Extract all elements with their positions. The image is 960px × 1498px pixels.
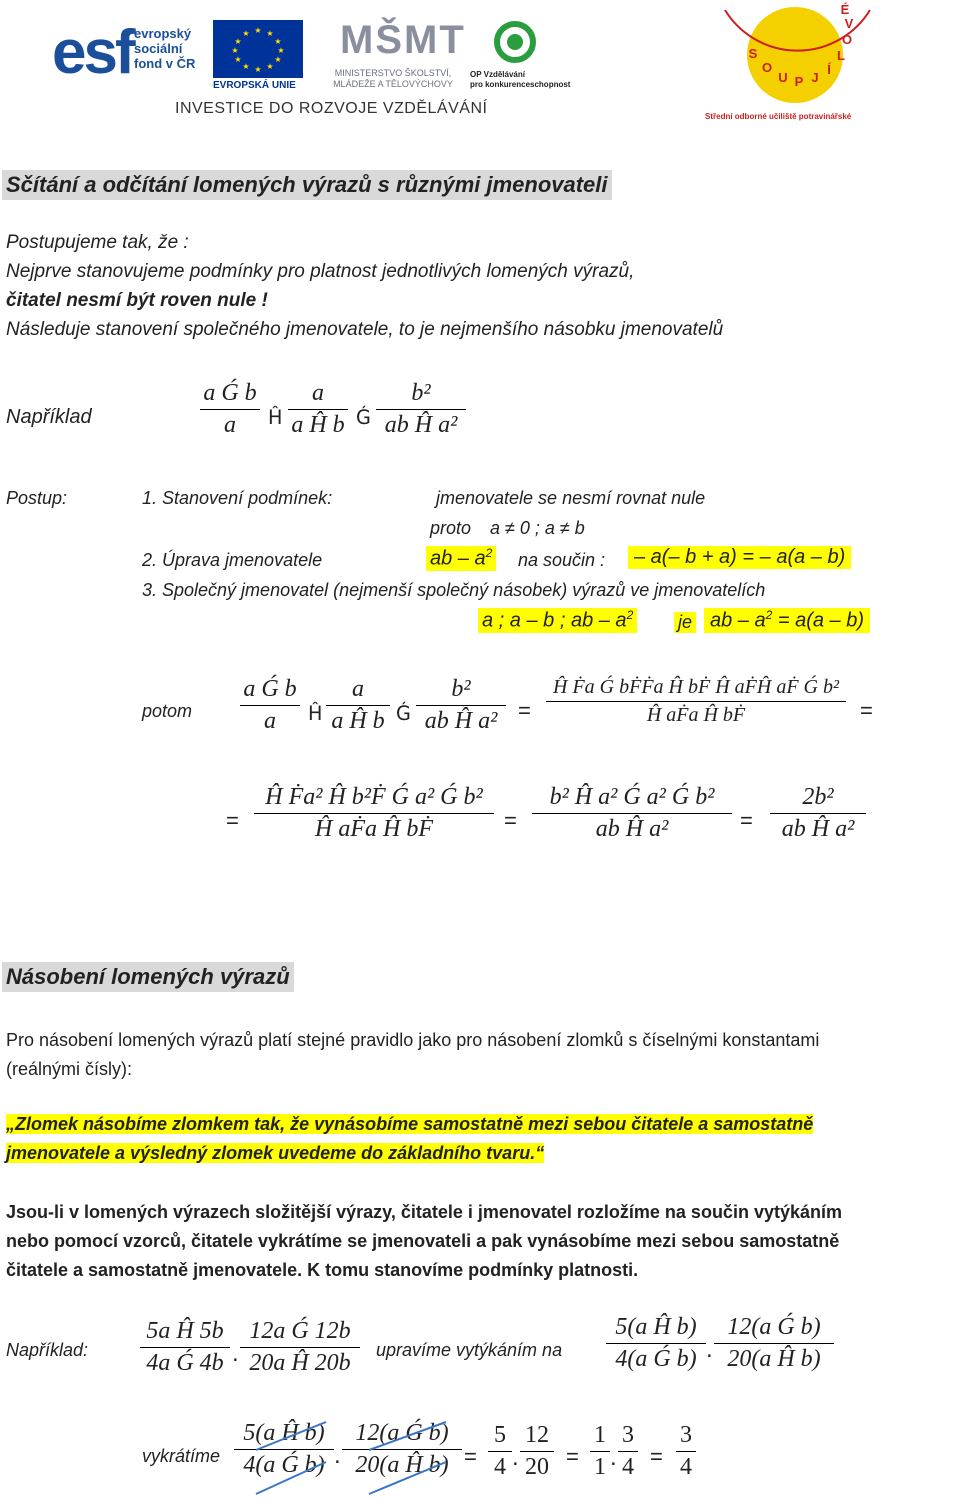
- multiply-dot: .: [706, 1336, 713, 1363]
- op-emblem-icon: [490, 20, 540, 65]
- equals-sign: =: [740, 808, 753, 833]
- svg-text:★: ★: [274, 55, 282, 64]
- equals-sign: =: [650, 1444, 663, 1469]
- esf-line2: sociální: [134, 41, 183, 56]
- factored-expression: [606, 1314, 926, 1394]
- intro-line3: čitatel nesmí být roven nule !: [6, 290, 268, 311]
- step3-result: ab – $a^2 = a(a - b)$: [704, 608, 870, 633]
- fraction-6: b² Ĥ a² Ǵ a² Ǵ b² ab Ĥ a²: [532, 784, 732, 843]
- op-line1: OP Vzdělávání: [470, 70, 525, 79]
- fraction-2: [288, 380, 348, 439]
- multiply-dot: .: [512, 1444, 519, 1471]
- equals-sign: =: [518, 698, 531, 723]
- fraction-2-num: a: [312, 380, 324, 406]
- msmt-line2: MLÁDEŽE A TĚLOVÝCHOVY: [333, 79, 453, 89]
- example-label: Například: [6, 406, 92, 428]
- n-fraction-2: 12 20: [520, 1422, 554, 1481]
- multiply-dot: .: [232, 1340, 239, 1367]
- eu-flag-icon: [213, 20, 303, 78]
- c-fraction-1: 5(a Ĥ b) 4(a Ǵ b): [234, 1420, 334, 1479]
- equals-sign: =: [226, 808, 239, 833]
- fraction-1-den: a: [224, 412, 236, 438]
- svg-text:É: É: [840, 2, 850, 17]
- soup-emblem-icon: [695, 0, 890, 130]
- intro-line4: Následuje stanovení společného jmenovatele, to je nejmenšího násobku jmenovatelů: [6, 319, 724, 340]
- soup-arc-text: Střední odborné učiliště potravinářské: [705, 112, 852, 121]
- numeric-expression: [464, 1422, 714, 1498]
- potom-fraction-2: a a Ĥ b: [326, 676, 390, 735]
- fraction-1: [200, 380, 260, 439]
- m-fraction-1: 5a Ĥ 5b 4a Ǵ 4b: [140, 1318, 230, 1377]
- svg-text:★: ★: [234, 55, 242, 64]
- op-logo: [470, 20, 585, 95]
- operator-minus: Ĥ: [308, 702, 323, 725]
- svg-text:P: P: [794, 74, 804, 89]
- second-equation: [220, 784, 950, 864]
- svg-text:V: V: [844, 16, 854, 31]
- svg-text:★: ★: [277, 46, 285, 55]
- section1-intro: [6, 228, 946, 344]
- fraction-1-num: a Ǵ b: [203, 380, 257, 406]
- msmt-line1: MINISTERSTVO ŠKOLSTVÍ,: [334, 68, 452, 78]
- svg-text:★: ★: [254, 26, 262, 35]
- svg-text:O: O: [761, 60, 773, 75]
- svg-text:★: ★: [266, 29, 274, 38]
- equals-sign: =: [464, 1444, 477, 1469]
- fraction-7: 2b² ab Ĥ a²: [770, 784, 866, 843]
- postup-label: Postup:: [6, 488, 68, 508]
- svg-text:★: ★: [254, 65, 262, 74]
- intro-line1: Postupujeme tak, že :: [6, 232, 189, 253]
- fraction-3-num: b²: [411, 380, 431, 406]
- equals-sign: =: [860, 698, 873, 723]
- n-fraction-4: 3 4: [618, 1422, 638, 1481]
- upravime-label: upravíme vytýkáním na: [376, 1340, 563, 1360]
- svg-text:O: O: [841, 32, 853, 47]
- step2-result: – a(– b + a) = – a(a – b): [628, 546, 851, 569]
- step1-value: jmenovatele se nesmí rovnat nule: [436, 488, 706, 508]
- section1-title: Sčítání a odčítání lomených výrazů s různými jmenovateli: [2, 170, 612, 200]
- fraction-2-den: a Ĥ b: [291, 412, 345, 438]
- section2-para1: Pro násobení lomených výrazů platí stejné pravidlo jako pro násobení zlomků s číselnými konstantami (reálnými čísly):: [6, 1030, 820, 1079]
- example2-expression: [140, 1318, 370, 1398]
- section2-title: Násobení lomených výrazů: [2, 962, 294, 992]
- step1-conditions: a ≠ 0 ; a ≠ b: [490, 518, 585, 538]
- msmt-letters: MŠMT: [340, 18, 466, 62]
- svg-text:★: ★: [242, 29, 250, 38]
- cancelled-expression: [234, 1420, 464, 1498]
- step3-label: 3. Společný jmenovatel (nejmenší společný násobek) výrazů ve jmenovatelích: [142, 580, 766, 600]
- logo-header: [0, 0, 960, 130]
- example-expression: [190, 380, 490, 460]
- fraction-3-den: ab Ĥ a²: [384, 412, 458, 438]
- operator-minus: Ĥ: [268, 406, 283, 429]
- step2-mid: na součin :: [518, 550, 606, 570]
- svg-text:Í: Í: [827, 62, 831, 77]
- eu-label: EVROPSKÁ UNIE: [213, 80, 296, 91]
- svg-text:U: U: [778, 70, 788, 85]
- svg-text:J: J: [811, 70, 819, 85]
- potom-expression: [230, 676, 950, 756]
- example2-label: Například:: [6, 1340, 89, 1360]
- svg-text:★: ★: [242, 62, 250, 71]
- equals-sign: =: [504, 808, 517, 833]
- potom-label: potom: [142, 701, 193, 721]
- potom-fraction-4: Ĥ Ḟa Ǵ bḞḞa Ĥ bḞ Ĥ aḞĤ aḞ Ǵ b² Ĥ aḞa Ĥ bḞ: [546, 676, 846, 727]
- m-fraction-2: 12a Ǵ 12b 20a Ĥ 20b: [240, 1318, 360, 1377]
- c-fraction-2: 12(a Ǵ b) 20(a Ĥ b): [342, 1420, 462, 1479]
- n-fraction-5: 3 4: [676, 1422, 696, 1481]
- soup-logo: [695, 0, 890, 130]
- multiply-dot: .: [334, 1442, 341, 1469]
- investice-banner: INVESTICE DO ROZVOJE VZDĚLÁVÁNÍ: [175, 100, 488, 117]
- n-fraction-1: 5 4: [488, 1422, 512, 1481]
- potom-fraction-1: a Ǵ b a: [240, 676, 300, 735]
- svg-text:★: ★: [234, 37, 242, 46]
- m-fraction-3: 5(a Ĥ b) 4(a Ǵ b): [606, 1314, 706, 1373]
- intro-line2: Nejprve stanovujeme podmínky pro platnost jednotlivých lomených výrazů,: [6, 261, 635, 282]
- op-line2: pro konkurenceschopnost: [470, 80, 571, 89]
- step3-je: je: [674, 612, 696, 633]
- svg-text:L: L: [837, 48, 845, 63]
- esf-line1: evropský: [134, 26, 192, 41]
- svg-text:S: S: [748, 46, 758, 61]
- svg-text:★: ★: [274, 37, 282, 46]
- vykratime-label: vykrátíme: [142, 1446, 221, 1466]
- operator-plus: Ǵ: [396, 702, 411, 725]
- m-fraction-4: 12(a Ǵ b) 20(a Ĥ b): [714, 1314, 834, 1373]
- msmt-logo: [318, 12, 468, 97]
- fraction-5: Ĥ Ḟa² Ĥ b²Ḟ Ǵ a² Ǵ b² Ĥ aḞa Ĥ bḞ: [254, 784, 494, 843]
- esf-line3: fond v ČR: [134, 56, 196, 71]
- fraction-3: [376, 380, 466, 439]
- esf-letters: esf: [52, 18, 133, 87]
- section2-para2: Jsou-li v lomených výrazech složitější výrazy, čitatele i jmenovatel rozložíme na součin vytýkáním nebo pomocí vzorců, čitatele vykrátíme se jmenovateli a pak vynásobíme mezi sebou samostatně čitatele a samostatně jmenovatele. K tomu stanovíme podmínky platnosti.: [6, 1202, 842, 1280]
- step1-proto: proto: [430, 518, 472, 538]
- step2-label: 2. Úprava jmenovatele: [142, 550, 323, 570]
- svg-text:★: ★: [266, 62, 274, 71]
- potom-fraction-3: b² ab Ĥ a²: [416, 676, 506, 735]
- step3-expression: a ; a – b ; ab – $a^2$: [478, 608, 637, 633]
- n-fraction-3: 1 1: [590, 1422, 610, 1481]
- equals-sign: =: [566, 1444, 579, 1469]
- step1-label: 1. Stanovení podmínek:: [142, 488, 333, 508]
- section2-rule: „Zlomek násobíme zlomkem tak, že vynásobíme samostatně mezi sebou čitatele a samostatně jmenovatele a výsledný zlomek uvedeme do základního tvaru.“: [6, 1114, 814, 1163]
- eu-logo: [213, 20, 313, 95]
- multiply-dot: .: [610, 1444, 617, 1471]
- cancel-strikes-icon: [234, 1420, 464, 1498]
- operator-plus: Ǵ: [356, 406, 371, 429]
- svg-text:★: ★: [231, 46, 239, 55]
- step2-expression: ab – $a^2$: [426, 546, 496, 571]
